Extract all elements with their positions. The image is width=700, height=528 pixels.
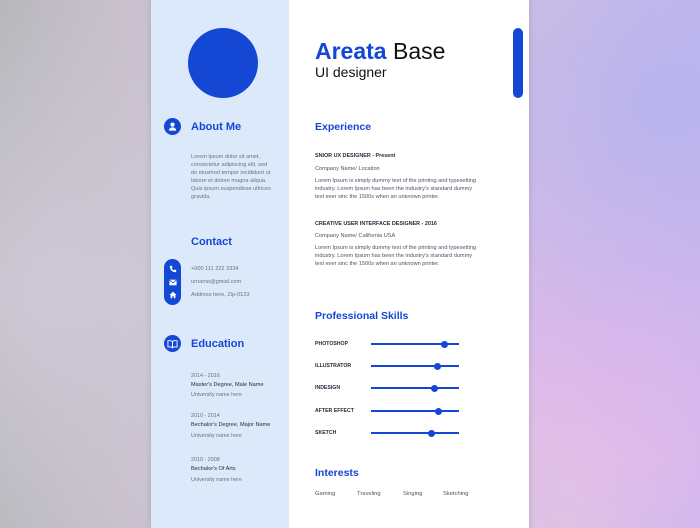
experience-title: Experience xyxy=(315,121,372,133)
about-text: Lorem ipsum dolor sit amet, consectetur adipiscing elit, sed do eiusmod tempor incididunt ut labore et dolore magna aliqua. Quis ipsum suspendisse ultrices gravida. xyxy=(191,154,271,201)
resume-sheet xyxy=(151,0,529,528)
contact-address: Address here, Zip-0123 xyxy=(191,292,250,298)
resume-name xyxy=(315,38,445,65)
profile-photo-placeholder xyxy=(188,28,258,98)
skill-track xyxy=(371,387,459,389)
about-title: About Me xyxy=(191,121,242,133)
education-title: Education xyxy=(191,338,245,350)
education-university: University name here xyxy=(191,392,242,398)
skill-level-knob xyxy=(435,408,442,415)
skill-label: PHOTOSHOP xyxy=(315,341,349,347)
scrollbar-thumb[interactable] xyxy=(513,28,523,98)
job-company: Company Name/ California USA xyxy=(315,233,396,239)
job-description: Lorem Ipsum is simply dummy text of the printing and typesetting industry. Lorem Ipsum has been the industry's standard dummy text ever sinc the 1500s when an unknown printer. xyxy=(315,245,477,268)
skill-track xyxy=(371,432,459,434)
home-icon xyxy=(164,289,181,301)
education-date: 2010 - 2008 xyxy=(191,457,220,463)
job-title: SNIOR UX DESIGNER - Present xyxy=(315,153,396,159)
skill-label: AFTER EFFECT xyxy=(315,408,354,414)
book-icon xyxy=(164,335,181,352)
skill-track xyxy=(371,343,459,345)
name-first: Areata xyxy=(315,38,387,64)
job-title: CREATIVE USER INTERFACE DESIGNER - 2016 xyxy=(315,221,437,227)
education-university: University name here xyxy=(191,477,242,483)
resume-sidebar xyxy=(151,0,289,528)
mail-icon xyxy=(164,276,181,288)
interests-title: Interests xyxy=(315,467,359,479)
skill-track xyxy=(371,365,459,367)
education-degree: Bechalor's Degree, Major Name xyxy=(191,422,271,428)
skill-level-knob xyxy=(431,385,438,392)
contact-title: Contact xyxy=(191,236,232,248)
education-degree: Bechalor's Of Arts xyxy=(191,466,236,472)
phone-icon xyxy=(164,263,181,275)
skill-level-knob xyxy=(434,363,441,370)
contact-email: urname@gmial.com xyxy=(191,279,242,285)
contact-phone: +000 111 222 3334 xyxy=(191,266,239,272)
skills-title: Professional Skills xyxy=(315,310,409,322)
education-degree: Master's Degree, Male Name xyxy=(191,382,264,388)
education-date: 2010 - 2014 xyxy=(191,413,220,419)
skill-track xyxy=(371,410,459,412)
interest-item: Sketching xyxy=(443,491,469,497)
contact-icon-bar xyxy=(164,259,181,305)
interest-item: Singing xyxy=(403,491,423,497)
skill-label: SKETCH xyxy=(315,430,337,436)
education-university: University name here xyxy=(191,433,242,439)
user-icon xyxy=(164,118,181,135)
skill-level-knob xyxy=(428,430,435,437)
interest-item: Gaming xyxy=(315,491,336,497)
resume-role: UI designer xyxy=(315,64,387,80)
skill-level-knob xyxy=(441,341,448,348)
interest-item: Traveling xyxy=(357,491,381,497)
skill-label: INDESIGN xyxy=(315,385,341,391)
job-description: Lorem Ipsum is simply dummy text of the printing and typesetting industry. Lorem Ipsum has been the industry's standard dummy text ever sinc the 1500s when an unknown printer. xyxy=(315,178,477,201)
education-date: 2014 - 2016 xyxy=(191,373,220,379)
job-company: Company Name/ Location xyxy=(315,166,380,172)
name-last: Base xyxy=(393,38,446,64)
skill-label: ILLUSTRATOR xyxy=(315,363,352,369)
